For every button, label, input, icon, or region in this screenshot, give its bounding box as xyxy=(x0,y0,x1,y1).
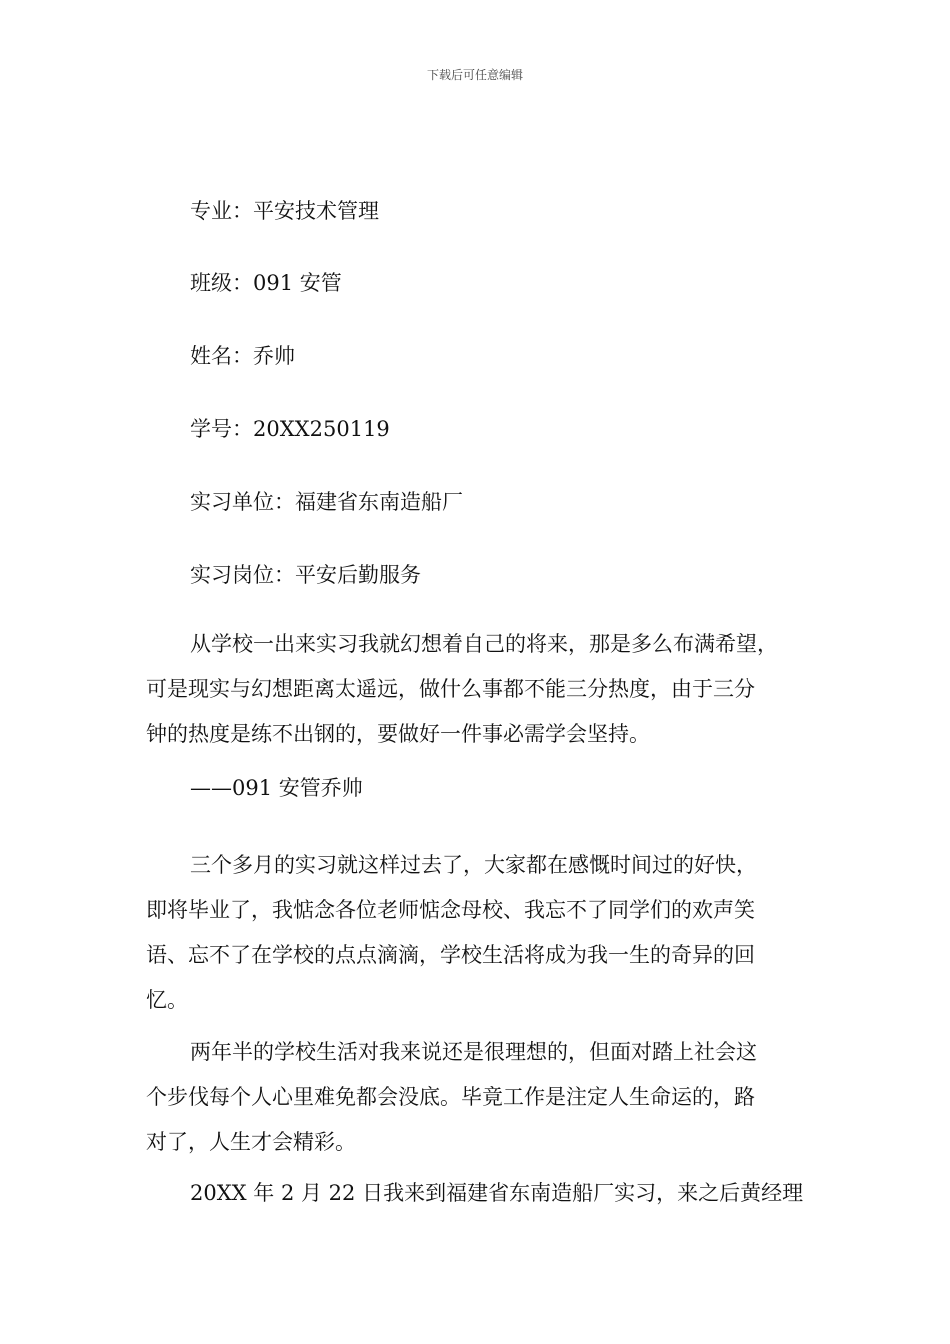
paragraph-line: 即将毕业了，我惦念各位老师惦念母校、我忘不了同学们的欢声笑 xyxy=(146,898,755,922)
paragraph xyxy=(146,622,816,757)
paragraph xyxy=(146,1030,816,1165)
paragraph-line: 三个多月的实习就这样过去了，大家都在感慨时间过的好快， xyxy=(190,853,757,877)
paragraph xyxy=(146,843,816,1023)
paragraph-line: 忆。 xyxy=(146,988,188,1012)
paragraph-line: 钟的热度是练不出钢的，要做好一件事必需学会坚持。 xyxy=(146,722,650,746)
info-student-id: 学号：20XX250119 xyxy=(190,417,390,441)
info-class: 班级：091 安管 xyxy=(190,271,342,295)
paragraph-line: 对了，人生才会精彩。 xyxy=(146,1130,356,1154)
info-position: 实习岗位：平安后勤服务 xyxy=(190,563,421,587)
paragraph xyxy=(146,1171,816,1216)
signature-line xyxy=(146,766,816,811)
info-major: 专业：平安技术管理 xyxy=(190,199,379,223)
info-name: 姓名：乔帅 xyxy=(190,344,295,368)
page-header: 下载后可任意编辑 xyxy=(426,68,523,82)
paragraph-line: 20XX 年 2 月 22 日我来到福建省东南造船厂实习，来之后黄经理 xyxy=(190,1181,804,1205)
info-unit: 实习单位：福建省东南造船厂 xyxy=(190,490,463,514)
paragraph-line: 个步伐每个人心里难免都会没底。毕竟工作是注定人生命运的，路 xyxy=(146,1085,755,1109)
paragraph-line: 语、忘不了在学校的点点滴滴，学校生活将成为我一生的奇异的回 xyxy=(146,943,755,967)
paragraph-line: 从学校一出来实习我就幻想着自己的将来，那是多么布满希望， xyxy=(190,632,778,656)
paragraph-line: ——091 安管乔帅 xyxy=(190,776,363,800)
paragraph-line: 可是现实与幻想距离太遥远，做什么事都不能三分热度，由于三分 xyxy=(146,677,755,701)
paragraph-line: 两年半的学校生活对我来说还是很理想的，但面对踏上社会这 xyxy=(190,1040,757,1064)
